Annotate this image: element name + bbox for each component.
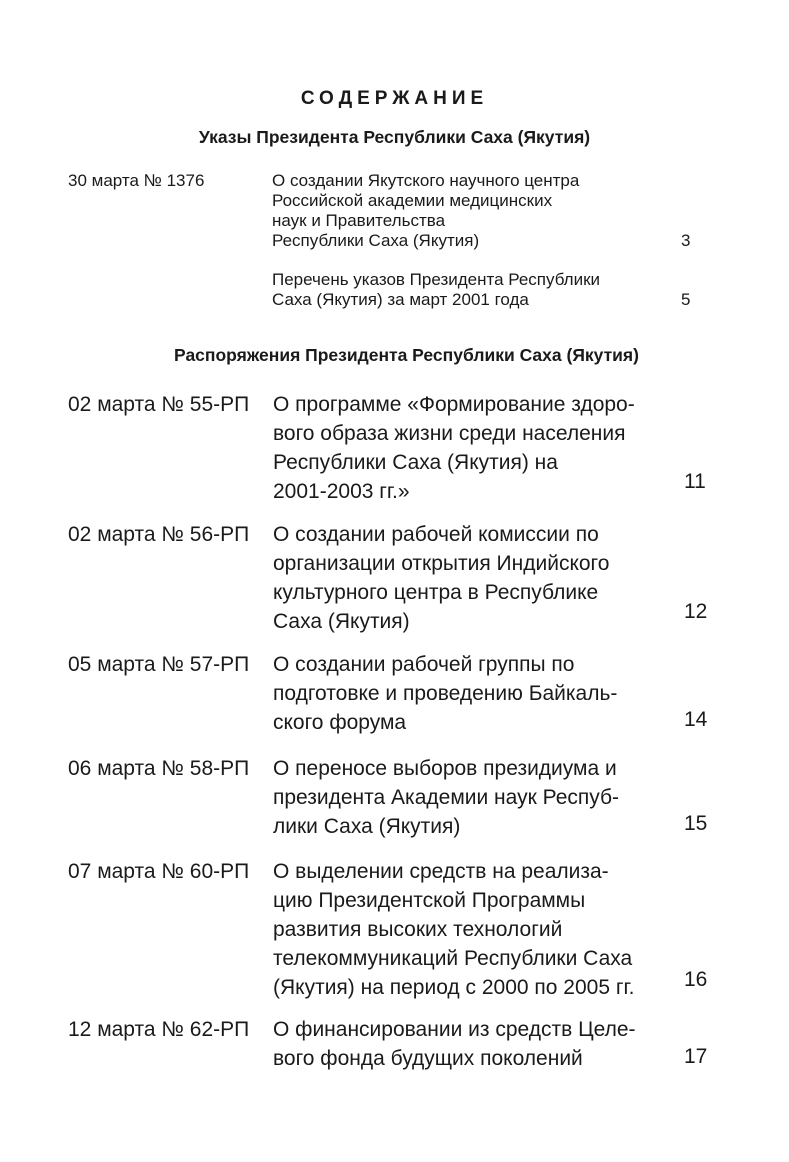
entry-title-line: О создании Якутского научного центра	[272, 171, 580, 190]
section-heading-orders: Распоряжения Президента Республики Саха (Якутия)	[174, 345, 639, 365]
entry-title	[273, 857, 634, 1002]
page-title: СОДЕРЖАНИЕ	[300, 88, 489, 109]
entry-title-line: Саха (Якутия) за март 2001 года	[272, 290, 529, 309]
entry-title-line: вого фонда будущих поколений	[273, 1047, 583, 1070]
entry-title-line: лики Саха (Якутия)	[273, 815, 461, 838]
entry-title-line: Российской академии медицинских	[272, 191, 553, 210]
entry-title	[272, 171, 579, 251]
entry-page-number: 17	[684, 1045, 708, 1068]
entry-title	[272, 270, 600, 310]
entry-title-line: О финансировании из средств Целе-	[273, 1018, 636, 1041]
entry-title-line: О переносе выборов президиума и	[273, 757, 617, 780]
entry-title-line: 2001-2003 гг.»	[273, 480, 410, 503]
entry-title	[273, 520, 609, 636]
entry-title-line: президента Академии наук Респуб-	[273, 786, 620, 809]
entry-page-number: 14	[684, 708, 708, 731]
entry-page-number: 3	[681, 231, 691, 250]
entry-page-number: 5	[681, 290, 691, 309]
entry-page-number: 16	[684, 968, 708, 991]
entry-date: 07 марта № 60-РП	[68, 860, 250, 883]
entry-title	[273, 650, 617, 737]
entry-title-line: подготовке и проведению Байкаль-	[273, 682, 618, 705]
entry-title-line: О программе «Формирование здоро-	[273, 393, 635, 416]
entry-title-line: развития высоких технологий	[273, 918, 563, 941]
entry-title-line: О создании рабочей комиссии по	[273, 523, 599, 546]
entry-title-line: вого образа жизни среди населения	[273, 422, 626, 445]
entry-title-line: наук и Правительства	[272, 211, 446, 230]
entry-date: 06 марта № 58-РП	[68, 757, 250, 780]
entry-title-line: Республики Саха (Якутия) на	[273, 451, 558, 474]
entry-title	[273, 390, 635, 506]
entry-page-number: 11	[684, 470, 706, 493]
entry-date: 30 марта № 1376	[68, 171, 205, 190]
entry-page-number: 12	[684, 600, 708, 623]
entry-title-line: Перечень указов Президента Республики	[272, 270, 601, 289]
entry-title-line: (Якутия) на период с 2000 по 2005 гг.	[273, 976, 635, 999]
entry-title-line: О создании рабочей группы по	[273, 653, 575, 676]
entry-title-line: организации открытия Индийского	[273, 552, 610, 575]
entry-title	[273, 1015, 636, 1073]
entry-page-number: 15	[684, 812, 708, 835]
entry-title-line: телекоммуникаций Республики Саха	[273, 947, 633, 970]
entry-title-line: Саха (Якутия)	[273, 610, 410, 633]
entry-date: 02 марта № 56-РП	[68, 523, 250, 546]
entry-date: 12 марта № 62-РП	[68, 1018, 250, 1041]
entry-title-line: цию Президентской Программы	[273, 889, 586, 912]
entry-title-line: ского форума	[273, 711, 407, 734]
entry-title-line: культурного центра в Республике	[273, 581, 599, 604]
entry-title	[273, 754, 619, 841]
entry-date: 02 марта № 55-РП	[68, 393, 250, 416]
section-heading-decrees: Указы Президента Республики Саха (Якутия)	[198, 127, 591, 147]
entry-title-line: О выделении средств на реализа-	[273, 860, 609, 883]
entry-title-line: Республики Саха (Якутия)	[272, 231, 480, 250]
entry-date: 05 марта № 57-РП	[68, 653, 250, 676]
